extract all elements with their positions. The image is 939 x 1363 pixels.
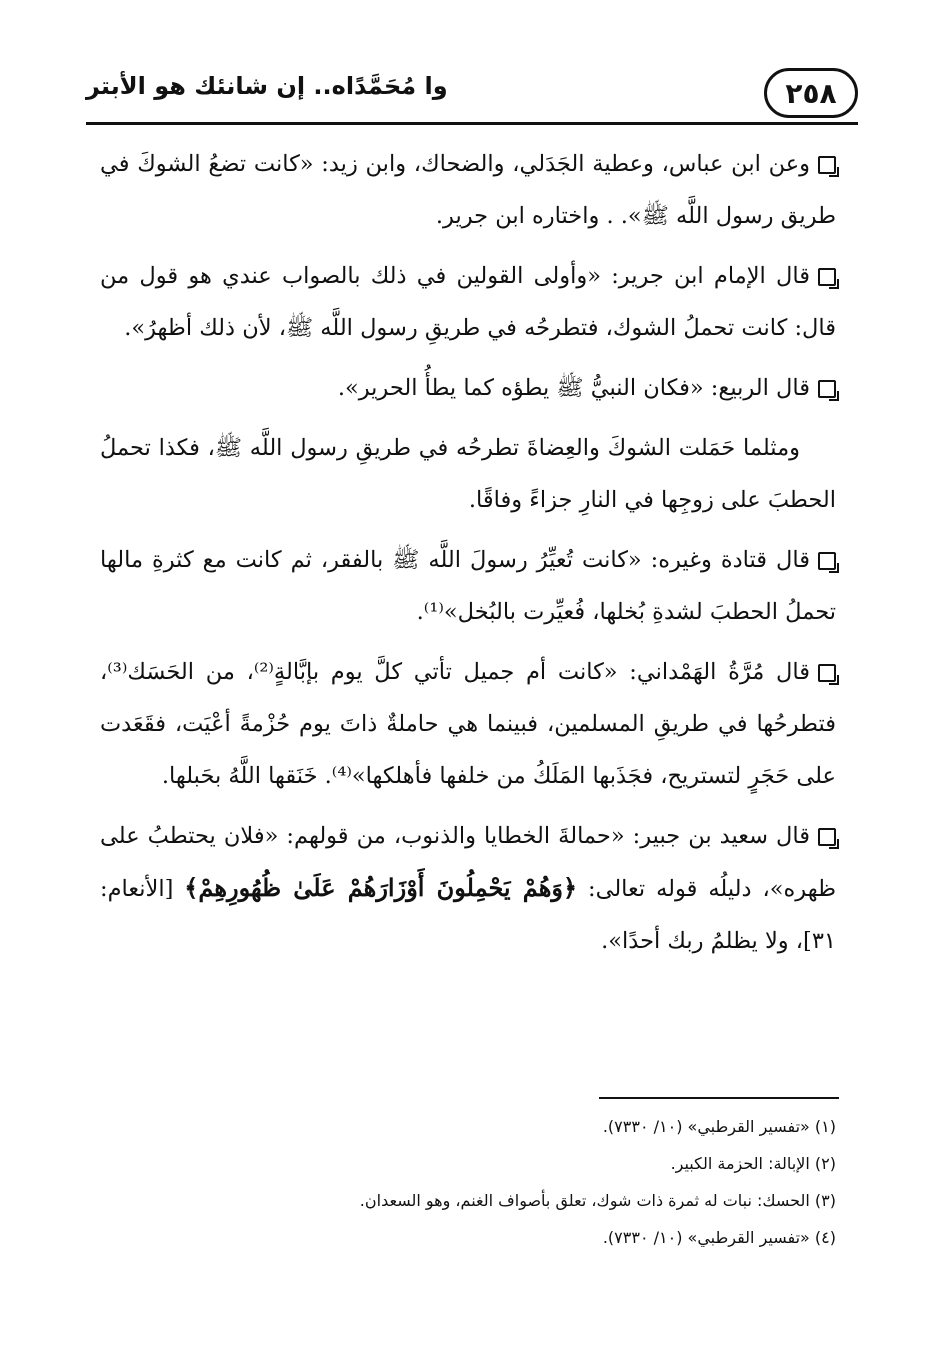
- footnote: (١) «تفسير القرطبي» (١٠/ ٧٣٣٠).: [602, 1117, 836, 1136]
- paragraph-text: وعن ابن عباس، وعطية الجَدَلي، والضحاك، وابن زيد: «كانت تضعُ الشوكَ في طريق رسول اللَّه ﷺ». . واختاره ابن جرير.: [100, 151, 836, 229]
- paragraph-text: قال سعيد بن جبير: «حمالةَ الخطايا والذنوب، من قولهم: «فلان يحتطبُ على ظهره»، دليلُه قوله تعالى:: [100, 823, 836, 902]
- footnote: (٤) «تفسير القرطبي» (١٠/ ٧٣٣٠).: [602, 1228, 836, 1247]
- paragraph-marker-icon: [818, 552, 836, 570]
- footnote: (٣) الحسك: نبات له ثمرة ذات شوك، تعلق بأصواف الغنم، وهو السعدان.: [359, 1191, 836, 1210]
- paragraph-text: قال الإمام ابن جرير: «وأولى القولين في ذلك بالصواب عندي هو قول من قال: كانت تحملُ الشوك، فتطرحُه في طريقِ رسول اللَّه ﷺ، لأن ذلك أظهرُ».: [100, 263, 836, 341]
- paragraph-marker-icon: [818, 268, 836, 286]
- body-text: [100, 138, 836, 975]
- footnote-rule: [599, 1097, 839, 1099]
- quran-verse: ﴿وَهُمْ يَحْمِلُونَ أَوْزَارَهُمْ عَلَىٰ ظُهُورِهِمْ﴾: [184, 873, 578, 902]
- page-header: [86, 68, 858, 126]
- footnote: (٢) الإبالة: الحزمة الكبير.: [670, 1154, 836, 1173]
- paragraph: [100, 646, 836, 802]
- paragraph-marker-icon: [818, 156, 836, 174]
- paragraph-text: قال قتادة وغيره: «كانت تُعيِّرُ رسولَ اللَّه ﷺ بالفقر، ثم كانت مع كثرةِ مالها تحملُ الحطبَ لشدةِ بُخلها، فُعيِّرت بالبُخل»⁽¹⁾.: [100, 547, 836, 625]
- paragraph-marker-icon: [818, 664, 836, 682]
- paragraph-marker-icon: [818, 828, 836, 846]
- paragraph-text: قال الربيع: «فكان النبيُّ ﷺ يطؤه كما يطأُ الحرير».: [337, 375, 810, 401]
- paragraph-text: ومثلما حَمَلت الشوكَ والعِضاةَ تطرحُه في طريقِ رسول اللَّه ﷺ، فكذا تحملُ الحطبَ على زوجِها في النارِ جزاءً وفاقًا.: [100, 435, 836, 513]
- paragraph: [100, 810, 836, 967]
- paragraph: [100, 362, 836, 414]
- paragraph-marker-icon: [818, 380, 836, 398]
- paragraph: [100, 422, 836, 526]
- paragraph-text: قال مُرَّةُ الهَمْداني: «كانت أم جميل تأتي كلَّ يوم بإبَّالةٍ⁽²⁾، من الحَسَك⁽³⁾، فتطرحُها في طريقِ المسلمين، فبينما هي حاملةٌ ذاتَ يوم حُزْمةً أعْيَت، فقَعَدت على حَجَرٍ لتستريح، فجَذَبها المَلَكُ من خلفها فأهلكها»⁽⁴⁾. خَنَقها اللَّهُ بحَبلها.: [100, 659, 836, 789]
- header-rule: [86, 122, 858, 125]
- running-title: وا مُحَمَّدًاه.. إن شانئك هو الأبتر: [86, 72, 448, 100]
- paragraph: [100, 534, 836, 638]
- page-number: ٢٥٨: [764, 68, 858, 118]
- paragraph: [100, 250, 836, 354]
- paragraph: [100, 138, 836, 242]
- footnotes: [100, 1108, 836, 1256]
- verse-reference: [الأنعام: ٣١]، ولا يظلمُ ربك أحدًا».: [100, 876, 836, 954]
